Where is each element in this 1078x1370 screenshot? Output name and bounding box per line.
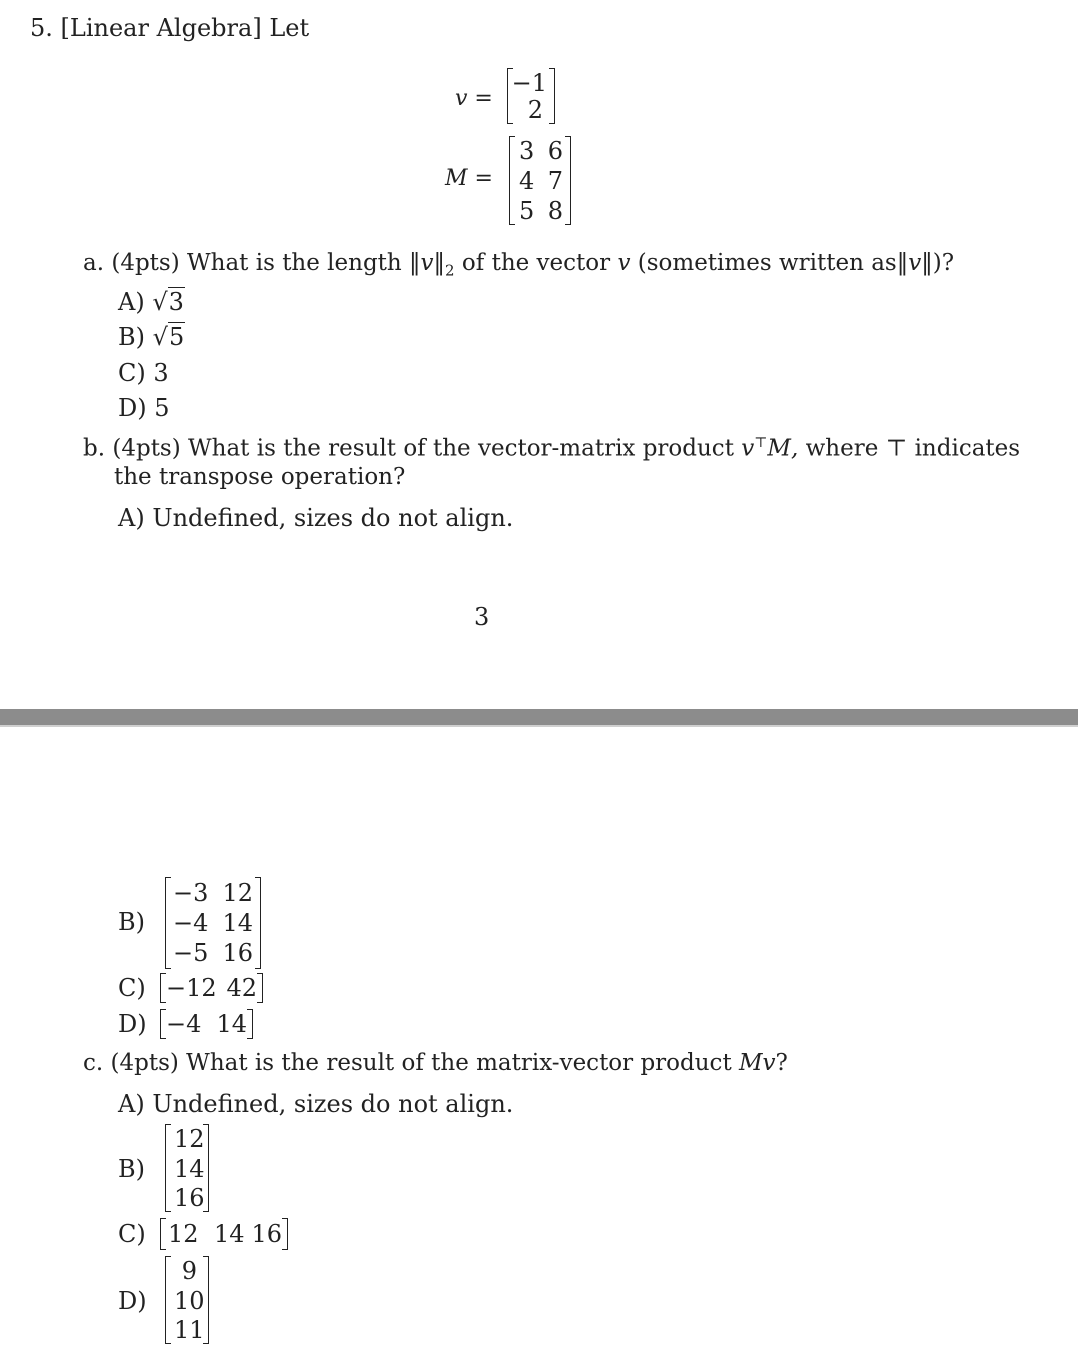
part-a-option-c: C) 3: [118, 359, 169, 387]
M-matrix: [509, 136, 571, 225]
M-label: M =: [445, 166, 493, 191]
M-entry: 3: [519, 137, 535, 165]
matrix-entry: 14: [222, 909, 253, 937]
problem-topic: [Linear Algebra]: [60, 14, 262, 42]
part-b-option-c-row: [160, 973, 263, 1003]
page-divider: [0, 709, 1078, 727]
row-entry: 42: [226, 974, 257, 1002]
M-entry: 6: [547, 137, 563, 165]
part-a-question: a. (4pts) What is the length $‖v‖_2$ of the vector v (sometimes written as‖v‖)?: [83, 250, 955, 280]
part-a-option-a: A) √3: [118, 288, 184, 316]
problem-number: 5.: [30, 14, 53, 42]
M-entry: 7: [547, 167, 563, 195]
part-b-option-b-label: B): [118, 908, 145, 936]
part-c-option-d-column: [165, 1256, 209, 1344]
part-b-option-a: A) Undefined, sizes do not align.: [118, 504, 514, 532]
part-c-option-b-column: [165, 1124, 209, 1212]
row-entry: −4: [166, 1010, 202, 1038]
part-c-option-a: A) Undefined, sizes do not align.: [118, 1090, 514, 1118]
column-entry: 11: [174, 1316, 205, 1344]
column-entry: 16: [174, 1184, 205, 1212]
part-b-option-b-matrix: [165, 877, 261, 969]
part-a-option-d: D) 5: [118, 394, 170, 422]
sqrt-symbol: √5: [152, 323, 185, 351]
part-a-option-b: B) √5: [118, 323, 185, 351]
row-entry: −12: [166, 974, 217, 1002]
M-entry: 8: [547, 197, 563, 225]
matrix-entry: 16: [222, 939, 253, 967]
column-entry: 10: [174, 1287, 205, 1315]
row-entry: 14: [214, 1220, 245, 1248]
part-c-option-c-row: [160, 1218, 288, 1250]
row-entry: 12: [168, 1220, 199, 1248]
v-entry: −1: [511, 69, 547, 97]
v-label: v =: [455, 86, 493, 111]
column-entry: 14: [174, 1155, 205, 1183]
part-b-option-c-label: C): [118, 974, 146, 1002]
matrix-entry: 12: [222, 879, 253, 907]
part-c-option-c-label: C): [118, 1220, 146, 1248]
page-number: 3: [474, 603, 490, 631]
column-entry: 9: [181, 1257, 197, 1285]
part-b-option-d-label: D): [118, 1010, 147, 1038]
row-entry: 16: [251, 1220, 282, 1248]
part-b-question-line1: b. (4pts) What is the result of the vector-matrix product v⊤M, where ⊤ indicates: [83, 435, 1021, 462]
matrix-entry: −4: [173, 909, 209, 937]
column-entry: 12: [174, 1125, 205, 1153]
problem-let: Let: [269, 14, 310, 42]
v-entry: 2: [527, 96, 543, 124]
sqrt-symbol: √3: [152, 288, 184, 316]
part-b-option-d-row: [160, 1009, 253, 1039]
part-b-question-line2: the transpose operation?: [114, 464, 406, 490]
part-c-option-d-label: D): [118, 1287, 147, 1315]
matrix-entry: −3: [173, 879, 209, 907]
v-vector: [507, 68, 555, 124]
part-c-option-b-label: B): [118, 1155, 145, 1183]
part-c-question: c. (4pts) What is the result of the matrix-vector product Mv?: [83, 1050, 788, 1076]
row-entry: 14: [216, 1010, 247, 1038]
M-entry: 5: [519, 197, 535, 225]
problem-header: [30, 16, 309, 40]
matrix-entry: −5: [173, 939, 209, 967]
M-entry: 4: [519, 167, 535, 195]
